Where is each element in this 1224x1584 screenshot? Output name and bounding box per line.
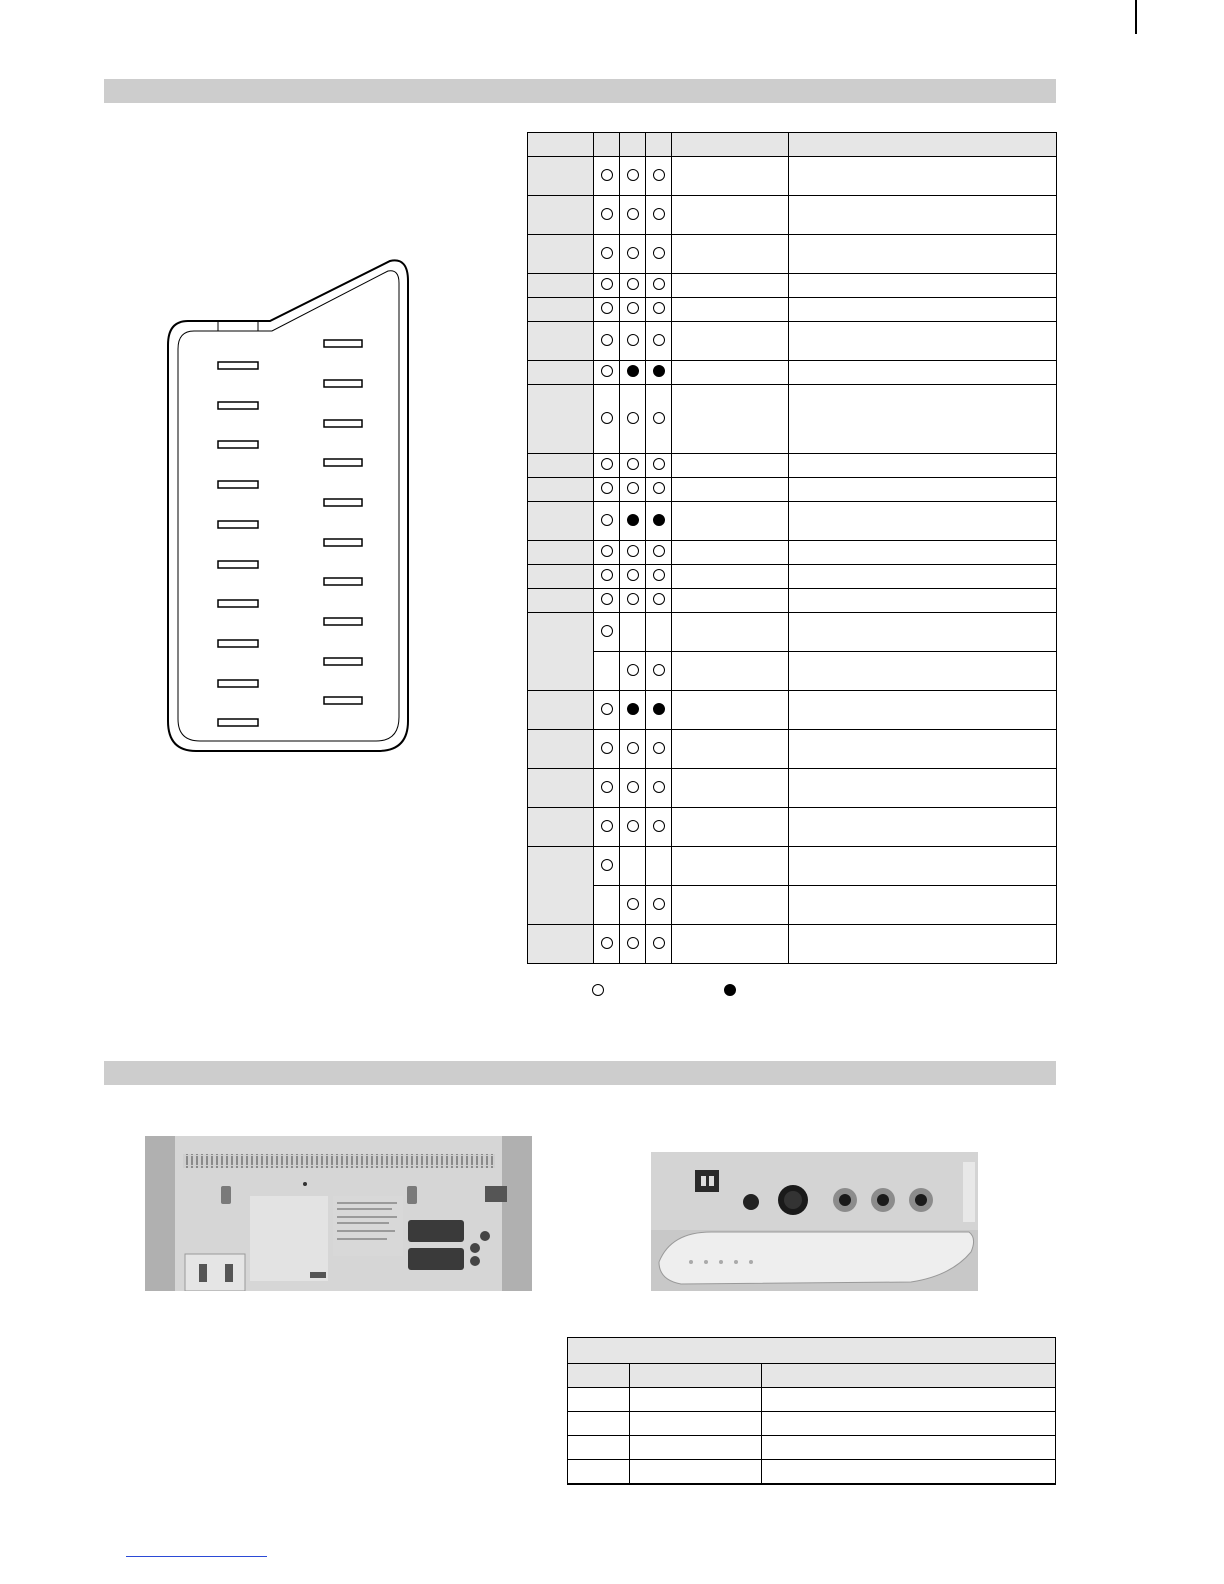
pin-number bbox=[528, 589, 594, 613]
pin-number bbox=[528, 322, 594, 361]
pin-number bbox=[528, 235, 594, 274]
open-circle-icon bbox=[653, 169, 665, 181]
open-circle-icon bbox=[653, 458, 665, 470]
front-table-cell bbox=[630, 1388, 762, 1412]
open-circle-icon bbox=[653, 664, 665, 676]
open-circle-icon bbox=[653, 302, 665, 314]
signal-cell bbox=[672, 502, 789, 541]
description-cell bbox=[789, 502, 1057, 541]
description-cell bbox=[789, 925, 1057, 964]
pin-number bbox=[528, 157, 594, 196]
open-circle-icon bbox=[627, 482, 639, 494]
open-circle-icon bbox=[653, 569, 665, 581]
open-circle-icon bbox=[627, 169, 639, 181]
signal-cell bbox=[672, 454, 789, 478]
table-row bbox=[528, 157, 1057, 196]
filled-circle-icon bbox=[627, 514, 639, 526]
open-circle-icon bbox=[627, 781, 639, 793]
open-circle-icon bbox=[601, 412, 613, 424]
open-circle-icon bbox=[627, 820, 639, 832]
open-circle-icon bbox=[653, 937, 665, 949]
open-circle-icon bbox=[627, 302, 639, 314]
signal-cell bbox=[672, 589, 789, 613]
description-cell bbox=[789, 847, 1057, 886]
front-table-cell bbox=[762, 1388, 1056, 1412]
front-panel-photo bbox=[651, 1152, 978, 1291]
open-circle-icon bbox=[601, 365, 613, 377]
open-circle-icon bbox=[601, 302, 613, 314]
pin-number bbox=[528, 385, 594, 454]
front-panel-illustration bbox=[651, 1152, 978, 1291]
open-circle-icon bbox=[653, 742, 665, 754]
description-cell bbox=[789, 808, 1057, 847]
description-cell bbox=[789, 235, 1057, 274]
signal-cell bbox=[672, 361, 789, 385]
pin-number bbox=[528, 478, 594, 502]
open-circle-icon bbox=[601, 937, 613, 949]
header-col-a bbox=[594, 133, 620, 157]
signal-cell bbox=[672, 613, 789, 652]
signal-cell bbox=[672, 769, 789, 808]
signal-cell bbox=[672, 730, 789, 769]
rear-panel-illustration bbox=[145, 1136, 532, 1291]
table-row bbox=[528, 886, 1057, 925]
table-row bbox=[528, 730, 1057, 769]
table-row bbox=[528, 478, 1057, 502]
description-cell bbox=[789, 589, 1057, 613]
table-row bbox=[568, 1460, 1056, 1485]
description-cell bbox=[789, 730, 1057, 769]
top-section-header bbox=[104, 79, 1056, 103]
filled-circle-icon bbox=[653, 365, 665, 377]
open-circle-icon bbox=[627, 937, 639, 949]
pin-number bbox=[528, 769, 594, 808]
header-col-c bbox=[646, 133, 672, 157]
table-row bbox=[528, 196, 1057, 235]
open-circle-icon bbox=[601, 208, 613, 220]
front-table-cell bbox=[568, 1388, 630, 1412]
description-cell bbox=[789, 157, 1057, 196]
pin-number bbox=[528, 361, 594, 385]
pin-number bbox=[528, 565, 594, 589]
description-cell bbox=[789, 274, 1057, 298]
open-circle-icon bbox=[653, 545, 665, 557]
description-cell bbox=[789, 541, 1057, 565]
open-circle-icon bbox=[653, 820, 665, 832]
open-circle-icon bbox=[627, 334, 639, 346]
table-row bbox=[568, 1412, 1056, 1436]
table-row bbox=[528, 589, 1057, 613]
signal-cell bbox=[672, 925, 789, 964]
signal-cell bbox=[672, 322, 789, 361]
signal-cell bbox=[672, 847, 789, 886]
description-cell bbox=[789, 769, 1057, 808]
front-table-cell bbox=[630, 1412, 762, 1436]
description-cell bbox=[789, 565, 1057, 589]
front-table-cell bbox=[762, 1460, 1056, 1485]
open-circle-icon bbox=[601, 703, 613, 715]
open-circle-icon bbox=[653, 334, 665, 346]
open-circle-icon bbox=[653, 247, 665, 259]
open-circle-icon bbox=[653, 482, 665, 494]
filled-circle-icon bbox=[627, 365, 639, 377]
signal-cell bbox=[672, 298, 789, 322]
front-table-header-row bbox=[568, 1364, 1056, 1388]
signal-cell bbox=[672, 808, 789, 847]
description-cell bbox=[789, 886, 1057, 925]
signal-cell bbox=[672, 886, 789, 925]
rear-panel-photo bbox=[145, 1136, 532, 1291]
legend-filled-circle-icon bbox=[724, 984, 736, 996]
table-row bbox=[528, 925, 1057, 964]
pin-number bbox=[528, 274, 594, 298]
front-table-cell bbox=[568, 1412, 630, 1436]
open-circle-icon bbox=[627, 545, 639, 557]
open-circle-icon bbox=[601, 514, 613, 526]
signal-cell bbox=[672, 385, 789, 454]
open-circle-icon bbox=[627, 742, 639, 754]
open-circle-icon bbox=[653, 278, 665, 290]
scart-connector-diagram bbox=[166, 259, 410, 753]
open-circle-icon bbox=[627, 458, 639, 470]
description-cell bbox=[789, 454, 1057, 478]
open-circle-icon bbox=[653, 898, 665, 910]
open-circle-icon bbox=[627, 898, 639, 910]
front-table-cell bbox=[762, 1436, 1056, 1460]
open-circle-icon bbox=[627, 278, 639, 290]
open-circle-icon bbox=[601, 859, 613, 871]
pin-number bbox=[528, 925, 594, 964]
description-cell bbox=[789, 361, 1057, 385]
description-cell bbox=[789, 652, 1057, 691]
table-row bbox=[528, 808, 1057, 847]
description-cell bbox=[789, 322, 1057, 361]
open-circle-icon bbox=[601, 820, 613, 832]
crop-mark-vertical bbox=[1135, 0, 1137, 34]
open-circle-icon bbox=[601, 482, 613, 494]
front-table-cell bbox=[630, 1460, 762, 1485]
table-row bbox=[528, 274, 1057, 298]
pin-number bbox=[528, 691, 594, 730]
open-circle-icon bbox=[601, 247, 613, 259]
table-row bbox=[528, 691, 1057, 730]
filled-circle-icon bbox=[653, 514, 665, 526]
signal-cell bbox=[672, 691, 789, 730]
header-description bbox=[789, 133, 1057, 157]
open-circle-icon bbox=[627, 247, 639, 259]
pin-number bbox=[528, 613, 594, 691]
header-col-b bbox=[620, 133, 646, 157]
description-cell bbox=[789, 691, 1057, 730]
signal-cell bbox=[672, 652, 789, 691]
open-circle-icon bbox=[601, 278, 613, 290]
bottom-section-header bbox=[104, 1061, 1056, 1085]
pin-number bbox=[528, 541, 594, 565]
open-circle-icon bbox=[601, 169, 613, 181]
pin-number bbox=[528, 847, 594, 925]
footer-link-underline bbox=[126, 1556, 267, 1557]
table-row bbox=[528, 502, 1057, 541]
header-pin bbox=[528, 133, 594, 157]
table-row bbox=[568, 1436, 1056, 1460]
open-circle-icon bbox=[601, 742, 613, 754]
table-row bbox=[528, 769, 1057, 808]
front-table-title-row bbox=[568, 1338, 1056, 1364]
description-cell bbox=[789, 613, 1057, 652]
table-row bbox=[528, 385, 1057, 454]
description-cell bbox=[789, 196, 1057, 235]
signal-cell bbox=[672, 157, 789, 196]
table-row bbox=[528, 454, 1057, 478]
table-row bbox=[528, 613, 1057, 652]
signal-cell bbox=[672, 196, 789, 235]
pin-table-header bbox=[528, 133, 1057, 157]
signal-cell bbox=[672, 541, 789, 565]
pin-number bbox=[528, 808, 594, 847]
description-cell bbox=[789, 385, 1057, 454]
open-circle-icon bbox=[627, 412, 639, 424]
table-row bbox=[528, 235, 1057, 274]
open-circle-icon bbox=[627, 664, 639, 676]
table-row bbox=[528, 361, 1057, 385]
open-circle-icon bbox=[627, 569, 639, 581]
pin-number bbox=[528, 454, 594, 478]
open-circle-icon bbox=[601, 458, 613, 470]
front-table-header-col-2 bbox=[630, 1364, 762, 1388]
description-cell bbox=[789, 478, 1057, 502]
signal-cell bbox=[672, 235, 789, 274]
table-row bbox=[528, 847, 1057, 886]
pin-number bbox=[528, 502, 594, 541]
open-circle-icon bbox=[601, 545, 613, 557]
front-connector-table bbox=[567, 1337, 1056, 1485]
table-row bbox=[528, 541, 1057, 565]
front-table-cell bbox=[568, 1460, 630, 1485]
table-row bbox=[568, 1388, 1056, 1412]
table-row bbox=[528, 322, 1057, 361]
table-row bbox=[528, 298, 1057, 322]
front-table-header-col-3 bbox=[762, 1364, 1056, 1388]
front-table-title bbox=[568, 1338, 1056, 1364]
signal-cell bbox=[672, 565, 789, 589]
signal-cell bbox=[672, 478, 789, 502]
open-circle-icon bbox=[653, 781, 665, 793]
front-table-cell bbox=[568, 1436, 630, 1460]
table-row bbox=[528, 652, 1057, 691]
table-row bbox=[528, 565, 1057, 589]
pin-number bbox=[528, 196, 594, 235]
open-circle-icon bbox=[627, 593, 639, 605]
pin-number bbox=[528, 298, 594, 322]
front-table-cell bbox=[762, 1412, 1056, 1436]
filled-circle-icon bbox=[627, 703, 639, 715]
open-circle-icon bbox=[653, 593, 665, 605]
open-circle-icon bbox=[627, 208, 639, 220]
open-circle-icon bbox=[601, 569, 613, 581]
open-circle-icon bbox=[601, 625, 613, 637]
header-signal bbox=[672, 133, 789, 157]
open-circle-icon bbox=[653, 412, 665, 424]
front-table-header-col-1 bbox=[568, 1364, 630, 1388]
pin-assignment-table bbox=[527, 132, 1057, 964]
pin-number bbox=[528, 730, 594, 769]
legend-open-circle-icon bbox=[592, 984, 604, 996]
open-circle-icon bbox=[601, 334, 613, 346]
filled-circle-icon bbox=[653, 703, 665, 715]
open-circle-icon bbox=[601, 781, 613, 793]
description-cell bbox=[789, 298, 1057, 322]
open-circle-icon bbox=[653, 208, 665, 220]
front-table-cell bbox=[630, 1436, 762, 1460]
signal-cell bbox=[672, 274, 789, 298]
open-circle-icon bbox=[601, 593, 613, 605]
